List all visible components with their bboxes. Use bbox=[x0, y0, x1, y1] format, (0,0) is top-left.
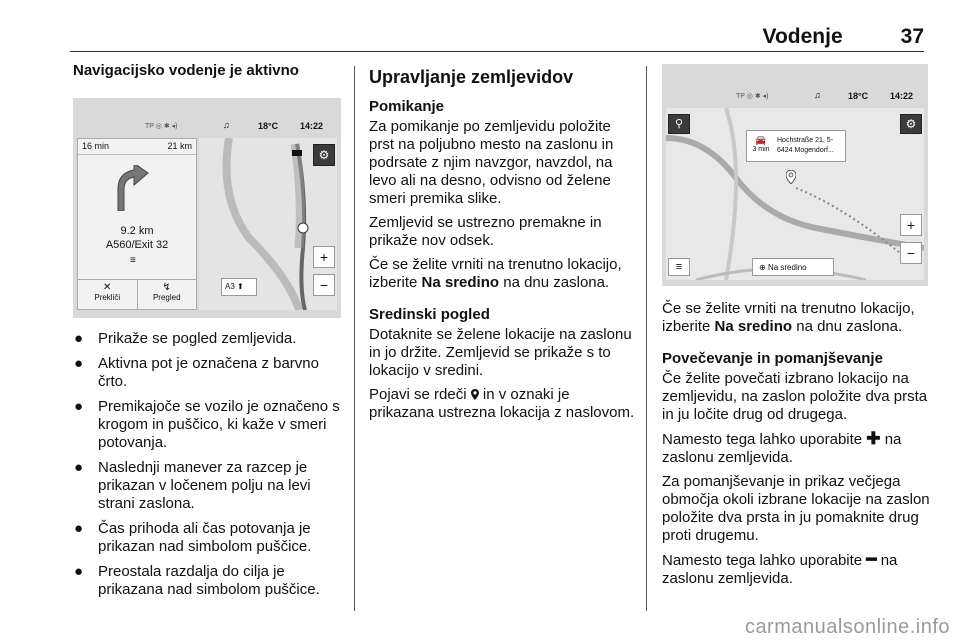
settings-gear-icon[interactable]: ⚙ bbox=[313, 144, 335, 166]
list-item: ● Premikajoče se vozilo je označeno s krogom in puščico, ki kaže v smeri potovanja. bbox=[74, 398, 340, 451]
route-icon: ↯ bbox=[162, 282, 171, 293]
eta: 16 min bbox=[82, 141, 110, 151]
maneuver-exit: A560/Exit 32 bbox=[105, 239, 169, 251]
list-item: ● Aktivna pot je označena z barvno črto. bbox=[74, 355, 319, 390]
panning-text: Za pomikanje po zemljevidu položite prst na poljubno mesto na zaslonu in podrsate z njim navzgor, navzdol, na levo ali na desno, odvisno od želene smeri premika slike. bbox=[369, 118, 614, 207]
map-handling-heading: Upravljanje zemljevidov bbox=[369, 67, 574, 87]
temperature: 18°C bbox=[258, 121, 279, 131]
crosshair-icon: ⊕ bbox=[759, 263, 766, 272]
watermark: carmanualsonline.info bbox=[744, 616, 950, 638]
zoom-out-button[interactable]: − bbox=[900, 242, 922, 264]
plus-icon: ✚ bbox=[866, 429, 881, 448]
column-divider bbox=[354, 66, 355, 611]
search-icon: ⚲ bbox=[674, 118, 684, 130]
center-view-text: Dotaknite se želene lokacije na zaslonu in jo držite. Zemljevid se prikaže s to lokacijo v sredini. bbox=[369, 326, 632, 379]
clock: 14:22 bbox=[890, 91, 914, 101]
music-icon: ♫ bbox=[814, 90, 821, 100]
guidance-screenshot bbox=[73, 98, 341, 318]
status-bar bbox=[73, 118, 341, 136]
turn-arrow-icon bbox=[116, 165, 150, 211]
zoom-in-button[interactable]: + bbox=[313, 246, 335, 268]
maneuver-distance: 9.2 km bbox=[120, 225, 154, 237]
center-view-subheading: Sredinski pogled bbox=[369, 306, 490, 323]
page-header bbox=[70, 25, 924, 52]
list-item: ● Preostala razdalja do cilja je prikazana nad simbolom puščice. bbox=[74, 563, 320, 598]
minus-icon: ━ bbox=[866, 550, 877, 569]
zoom-out-explain: Za pomanjševanje in prikaz večjega območja okoli izbrane lokacije na zaslon položite dva prsta in ju pomaknite drug proti drugemu. bbox=[662, 473, 930, 544]
panning-subheading: Pomikanje bbox=[369, 98, 445, 115]
center-screenshot bbox=[662, 64, 928, 286]
vehicle-icon: ⬆ bbox=[237, 282, 244, 291]
zoom-out-button[interactable]: − bbox=[313, 274, 335, 296]
remaining-distance: 21 km bbox=[167, 141, 192, 151]
page-number: 37 bbox=[900, 25, 924, 48]
status-icons: TP ◎ ✱ ◂) bbox=[736, 93, 769, 100]
recenter-text: Če se želite vrniti na trenutno lokacijo, izberite Na sredino na dnu zaslona. bbox=[662, 300, 915, 335]
maneuver-panel bbox=[77, 138, 197, 310]
cancel-button[interactable]: ✕ Prekliči bbox=[78, 280, 138, 309]
location-popup[interactable]: 🚘 3 min Hochstraße 21, 5- 6424 Mogendorf... bbox=[746, 130, 846, 162]
zoom-out-text: Namesto tega lahko uporabite ━ na zaslonu zemljevida. bbox=[662, 550, 898, 587]
zoom-in-text: Namesto tega lahko uporabite ✚ na zaslonu zemljevida. bbox=[662, 429, 902, 466]
recenter-button[interactable]: ⊕ Na sredino bbox=[752, 258, 834, 276]
overview-button[interactable]: ↯ Pregled bbox=[138, 280, 197, 309]
section-title: Vodenje bbox=[762, 25, 843, 48]
close-icon: ✕ bbox=[103, 282, 112, 293]
menu-icon: ≡ bbox=[675, 261, 683, 273]
list-icon: ≡ bbox=[130, 255, 136, 266]
zoom-text: Če želite povečati izbrano lokacijo na zemljevidu, na zaslon položite dva prsta in ju ločite drug od drugega. bbox=[662, 370, 928, 423]
zoom-in-button[interactable]: + bbox=[900, 214, 922, 236]
guidance-heading: Navigacijsko vodenje je aktivno bbox=[73, 62, 299, 79]
list-item: ● Prikaže se pogled zemljevida. bbox=[74, 330, 297, 347]
music-icon: ♫ bbox=[223, 120, 230, 130]
column-right bbox=[662, 62, 930, 588]
status-bar bbox=[662, 88, 928, 106]
search-button[interactable] bbox=[668, 114, 690, 134]
guidance-list bbox=[73, 330, 345, 599]
temperature: 18°C bbox=[848, 91, 869, 101]
panning-text-3: Če se želite vrniti na trenutno lokacijo, izberite Na sredino na dnu zaslona. bbox=[369, 256, 622, 291]
column-middle bbox=[369, 62, 635, 422]
clock: 14:22 bbox=[300, 121, 324, 131]
list-item: ● Čas prihoda ali čas potovanja je prikazan nad simbolom puščice. bbox=[74, 520, 312, 555]
road-badge: A3 ⬆ bbox=[221, 278, 257, 296]
zoom-subheading: Povečevanje in pomanjševanje bbox=[662, 350, 883, 367]
list-item: ● Naslednji manever za razcep je prikazan v ločenem polju na levi strani zaslona. bbox=[74, 459, 311, 512]
map-pin-icon bbox=[786, 170, 796, 184]
panning-text-2: Zemljevid se ustrezno premakne in prikaže nov odsek. bbox=[369, 214, 602, 249]
column-left bbox=[73, 62, 345, 606]
map-pin-icon bbox=[471, 389, 479, 400]
settings-gear-icon[interactable]: ⚙ bbox=[900, 114, 922, 134]
car-icon: 🚘 bbox=[755, 135, 767, 145]
center-view-text-2: Pojavi se rdeči in v oznaki je prikazana ustrezna lokacija z naslovom. bbox=[369, 386, 635, 421]
status-icons: TP ◎ ✱ ◂) bbox=[145, 123, 178, 130]
column-divider bbox=[646, 66, 647, 611]
menu-button[interactable] bbox=[668, 258, 690, 276]
